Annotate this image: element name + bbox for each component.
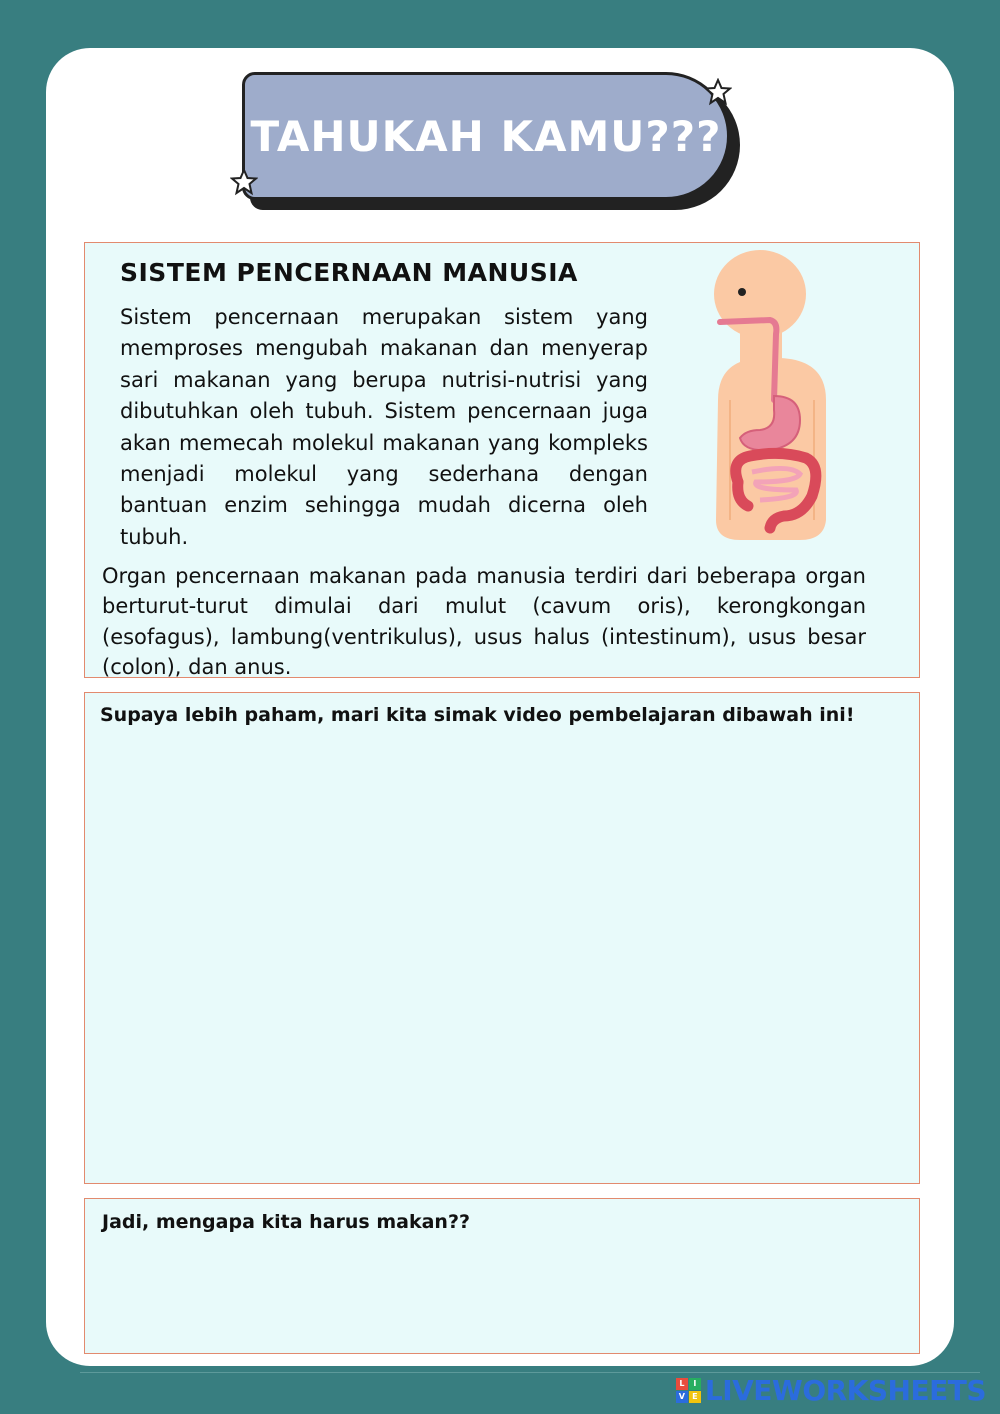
- star-icon: [704, 78, 732, 106]
- logo-letter-i: I: [689, 1378, 701, 1390]
- banner-title: TAHUKAH KAMU???: [250, 111, 722, 161]
- video-prompt: Supaya lebih paham, mari kita simak video pembelajaran dibawah ini!: [100, 704, 855, 726]
- video-panel[interactable]: [84, 692, 920, 1184]
- brand-logo-icon: [676, 1378, 701, 1403]
- logo-letter-e: E: [689, 1391, 701, 1403]
- brand-logo: [676, 1372, 986, 1408]
- organs-paragraph: Organ pencernaan makanan pada manusia terdiri dari beberapa organ berturut-turut dimulai dari mulut (cavum oris), kerongkongan (esofagus), lambung(ventrikulus), usus halus (intestinum), usus besar (colon), dan anus.: [102, 564, 866, 680]
- star-icon: [230, 168, 258, 196]
- brand-name: LIVEWORKSHEETS: [704, 1373, 986, 1407]
- question-text: Jadi, mengapa kita harus makan??: [102, 1211, 470, 1233]
- digestive-system-illustration: [700, 250, 840, 542]
- logo-letter-l: L: [676, 1378, 688, 1390]
- intro-paragraph: Sistem pencernaan merupakan sistem yang memproses mengubah makanan dan menyerap sari makanan yang berupa nutrisi-nutrisi yang dibutuhkan oleh tubuh. Sistem pencernaan juga akan memecah molekul makanan yang kompleks menjadi molekul yang sederhana dengan bantuan enzim sehingga mudah dicerna oleh tubuh.: [120, 305, 648, 549]
- logo-letter-v: V: [676, 1391, 688, 1403]
- section-title: SISTEM PENCERNAAN MANUSIA: [120, 258, 578, 287]
- title-banner: [242, 72, 730, 200]
